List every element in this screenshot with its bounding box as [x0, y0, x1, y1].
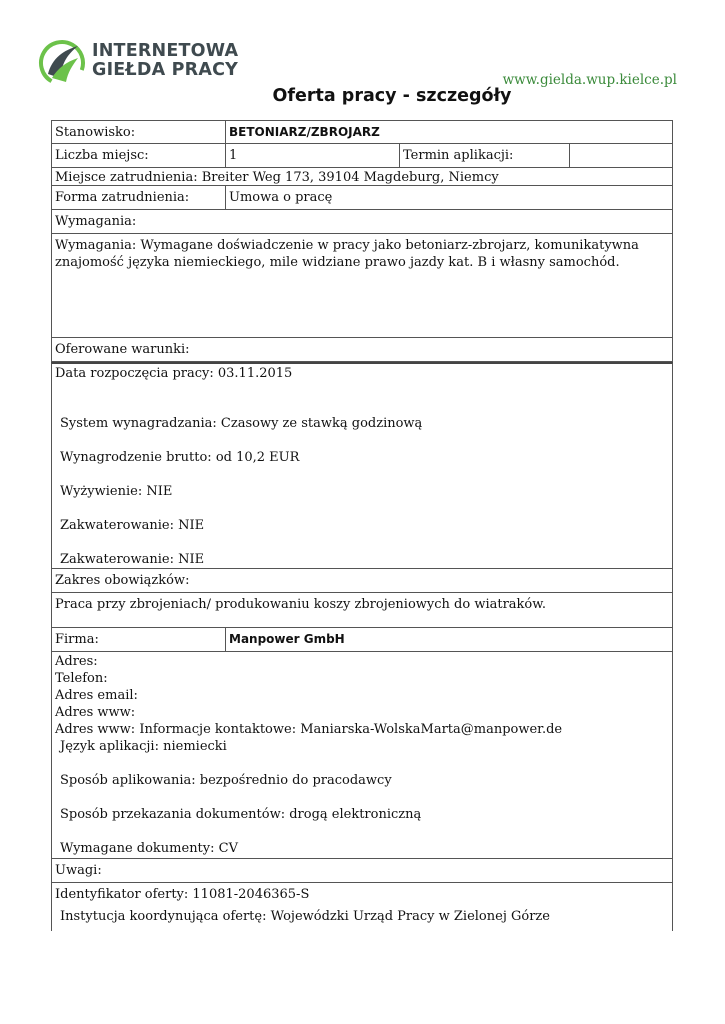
contact-row [51, 652, 673, 859]
email: Adres email: [55, 688, 138, 703]
requirements-text: Wymagania: Wymagane doświadczenie w pracy jako betoniarz-zbrojarz, komunikatywna znajomość języka niemieckiego, mile widziane prawo jazdy kat. B i własny samochód. [55, 238, 639, 270]
meals: Wyżywienie: NIE [60, 484, 173, 499]
offer-table [51, 120, 673, 931]
www: Adres www: [55, 705, 136, 720]
application-language: Język aplikacji: niemiecki [60, 739, 227, 754]
places-label: Liczba miejsc: [52, 144, 226, 167]
docs-transfer: Sposób przekazania dokumentów: drogą elektroniczną [60, 807, 422, 822]
duties-text: Praca przy zbrojeniach/ produkowaniu koszy zbrojeniowych do wiatraków. [55, 597, 546, 612]
offered-conditions [52, 364, 672, 568]
housing-2: Zakwaterowanie: NIE [60, 552, 205, 567]
address: Adres: [55, 654, 98, 669]
requirements-label: Wymagania: [55, 214, 137, 229]
apply-method: Sposób aplikowania: bezpośrednio do pracodawcy [60, 773, 392, 788]
coordinating-institution: Instytucja koordynująca ofertę: Wojewódzki Urząd Pracy w Zielonej Górze [60, 909, 550, 924]
company-value: Manpower GmbH [229, 632, 345, 646]
requirements-row [51, 234, 673, 338]
position-row [51, 120, 673, 144]
housing-1: Zakwaterowanie: NIE [60, 518, 205, 533]
logo-line2: GIEŁDA PRACY [92, 60, 238, 80]
company-label: Firma: [52, 628, 226, 651]
duties-header-row [51, 569, 673, 593]
notes-label: Uwagi: [55, 863, 102, 878]
location-text: Miejsce zatrudnienia: Breiter Weg 173, 39104 Magdeburg, Niemcy [55, 170, 499, 185]
contact-details [52, 652, 672, 858]
deadline-value [570, 144, 672, 167]
notes-content [52, 883, 672, 931]
employment-value: Umowa o pracę [229, 190, 333, 205]
required-docs: Wymagane dokumenty: CV [60, 841, 238, 856]
notes-header-row [51, 859, 673, 883]
deadline-label: Termin aplikacji: [400, 144, 570, 167]
places-value: 1 [226, 144, 400, 167]
position-label: Stanowisko: [52, 121, 226, 143]
logo [38, 38, 239, 88]
website-link[interactable]: www.gielda.wup.kielce.pl [502, 72, 677, 88]
offer-id: Identyfikator oferty: 11081-2046365-S [55, 887, 310, 902]
offered-row [51, 362, 673, 569]
logo-emblem-icon [38, 38, 88, 88]
logo-text [92, 42, 238, 80]
www-contact: Adres www: Informacje kontaktowe: Maniarska-WolskaMarta@manpower.de [55, 722, 563, 737]
gross-pay: Wynagrodzenie brutto: od 10,2 EUR [60, 450, 300, 465]
employment-row [51, 186, 673, 210]
phone: Telefon: [55, 671, 108, 686]
duties-row [51, 593, 673, 628]
duties-label: Zakres obowiązków: [55, 573, 190, 588]
requirements-header-row [51, 210, 673, 234]
offered-header-row [51, 338, 673, 362]
location-row [51, 168, 673, 186]
employment-label: Forma zatrudnienia: [52, 186, 226, 209]
pay-system: System wynagradzania: Czasowy ze stawką godzinową [60, 416, 423, 431]
places-row [51, 144, 673, 168]
offered-label: Oferowane warunki: [55, 342, 190, 357]
start-date: Data rozpoczęcia pracy: 03.11.2015 [55, 366, 293, 381]
logo-line1: INTERNETOWA [92, 41, 239, 61]
company-row [51, 628, 673, 652]
page-title: Oferta pracy - szczegóły [272, 86, 512, 106]
notes-row [51, 883, 673, 931]
position-value: BETONIARZ/ZBROJARZ [229, 125, 380, 139]
